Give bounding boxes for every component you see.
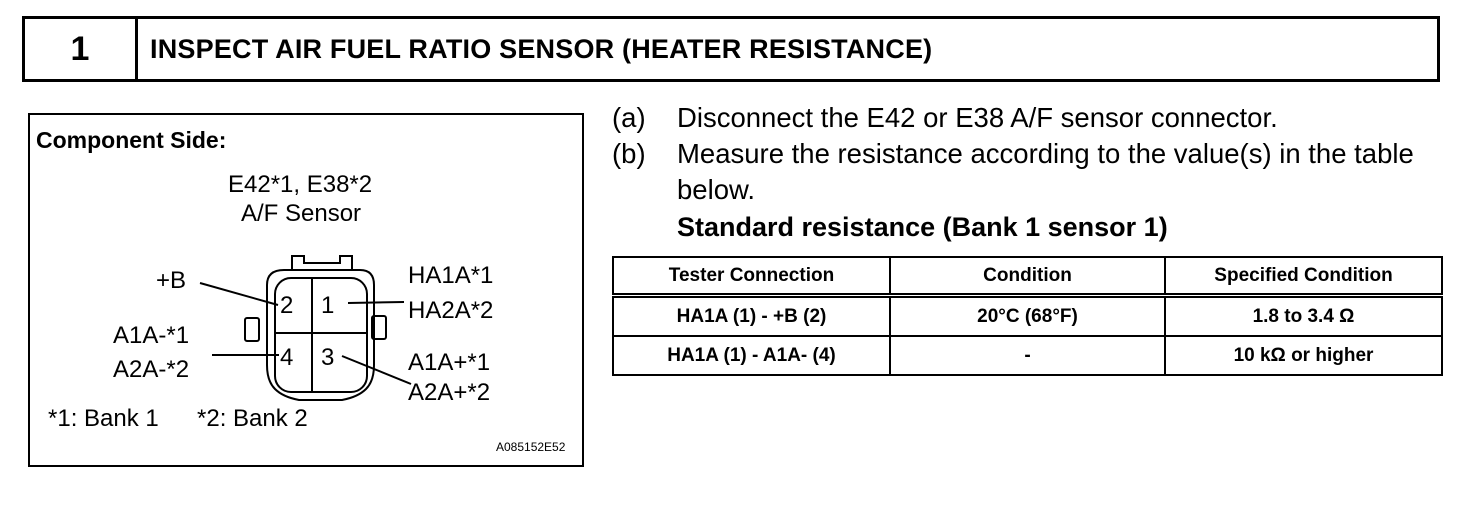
pin-2-label: 2 — [280, 292, 294, 319]
terminal-ha2a: HA2A*2 — [408, 297, 494, 324]
footnote-bank-2: *2: Bank 2 — [197, 405, 308, 432]
connector-rib-left — [245, 318, 259, 341]
column-header: Tester Connection — [613, 257, 890, 296]
terminal-ha1a: HA1A*1 — [408, 262, 494, 289]
figure-heading: Component Side: — [36, 127, 227, 153]
table-cell: 10 kΩ or higher — [1165, 336, 1442, 375]
instruction-b — [612, 136, 1442, 208]
connector-outer-shell — [267, 270, 374, 400]
table-cell: - — [890, 336, 1165, 375]
terminal-plus-b: +B — [156, 267, 187, 294]
instruction-a — [612, 100, 1442, 136]
step-header — [22, 16, 1440, 82]
step-number: 1 — [25, 19, 138, 79]
table-cell: 1.8 to 3.4 Ω — [1165, 296, 1442, 337]
terminal-a1a-minus: A1A-*1 — [113, 322, 190, 349]
connector-figure — [28, 113, 584, 467]
pin-3-label: 3 — [321, 344, 335, 371]
table-row — [613, 296, 1442, 337]
table-cell: HA1A (1) - A1A- (4) — [613, 336, 890, 375]
instruction-letter: (b) — [612, 138, 646, 169]
table-cell: HA1A (1) - +B (2) — [613, 296, 890, 337]
leader-a1a-plus — [342, 356, 411, 384]
table-header-row — [613, 257, 1442, 296]
leader-ha1a — [348, 302, 404, 303]
instruction-text: Disconnect the E42 or E38 A/F sensor connector. — [677, 102, 1278, 133]
table-cell: 20°C (68°F) — [890, 296, 1165, 337]
table-row — [613, 336, 1442, 375]
figure-code: A085152E52 — [496, 440, 566, 454]
terminal-a2a-minus: A2A-*2 — [113, 356, 190, 383]
terminal-a1a-plus: A1A+*1 — [408, 349, 491, 376]
column-header: Condition — [890, 257, 1165, 296]
connector-type: A/F Sensor — [241, 200, 362, 227]
connector-latch — [292, 256, 352, 270]
standard-title: Standard resistance (Bank 1 sensor 1) — [677, 212, 1168, 242]
column-header: Specified Condition — [1165, 257, 1442, 296]
instruction-letter: (a) — [612, 102, 646, 133]
footnote-bank-1: *1: Bank 1 — [48, 405, 159, 432]
instruction-text: Measure the resistance according to the value(s) in the table below. — [677, 138, 1414, 205]
pin-1-label: 1 — [321, 292, 335, 319]
pin-4-label: 4 — [280, 344, 294, 371]
connector-id: E42*1, E38*2 — [228, 171, 373, 198]
step-title: INSPECT AIR FUEL RATIO SENSOR (HEATER RESISTANCE) — [150, 33, 933, 64]
terminal-a2a-plus: A2A+*2 — [408, 379, 491, 406]
instructions — [612, 100, 1442, 246]
resistance-table — [612, 256, 1443, 376]
